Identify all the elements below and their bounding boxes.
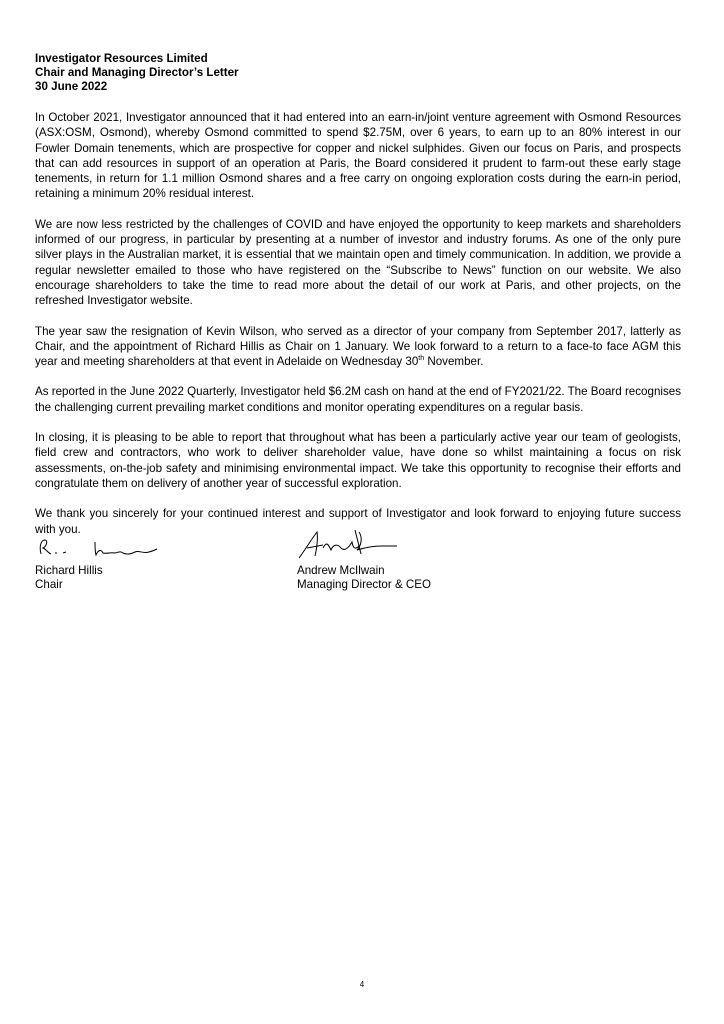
- page-number: 4: [359, 980, 365, 989]
- paragraph-board-changes: [35, 324, 681, 370]
- paragraph-osmond-agreement: In October 2021, Investigator announced that it had entered into an earn-in/joint venture agreement with Osmond Resources (ASX:OSM, Osmond), whereby Osmond committed to spend $2.75M, over 6 years, to earn up to an 80% interest in our Fowler Domain tenements, which are prospective for copper and nickel sulphides. Given our focus on Paris, and prospects that can add resources in support of an operation at Paris, the Board considered it prudent to farm-out these early stage tenements, in return for 1.1 million Osmond shares and a free carry on ongoing exploration costs during the earn-in period, retaining a minimum 20% residual interest.: [35, 111, 681, 201]
- board-changes-text: The year saw the resignation of Kevin Wilson, who served as a director of your company from September 2017, latterly as Chair, and the appointment of Richard Hillis as Chair on 1 January. We look forward to a return to a face-to face AGM this year and meeting shareholders at that event in Adelaide on Wednesday 30: [35, 324, 681, 369]
- paragraph-thanks: We thank you sincerely for your continued interest and support of Investigator and look forward to enjoying future success with you.: [35, 507, 681, 536]
- signatory-role-left: Chair: [35, 578, 63, 591]
- paragraph-shareholder-communication: We are now less restricted by the challenges of COVID and have enjoyed the opportunity to keep markets and shareholders informed of our progress, in particular by presenting at a number of investor and industry forums. As one of the only pure silver plays in the Australian market, it is essential that we maintain open and timely communication. In addition, we provide a regular newsletter emailed to those who have registered on the “Subscribe to News” function on our website. We also encourage shareholders to take the time to read more about the detail of our work at Paris, and other projects, on the refreshed Investigator website.: [35, 217, 681, 308]
- paragraph-cash-position: As reported in the June 2022 Quarterly, Investigator held $6.2M cash on hand at the end of FY2021/22. The Board recognises the challenging current prevailing market conditions and monitor operating expenditures on a regular basis.: [35, 385, 682, 414]
- letter-title: Chair and Managing Director’s Letter: [35, 66, 239, 79]
- board-changes-text-end: November.: [424, 355, 484, 369]
- letter-body: [35, 52, 681, 537]
- signatory-name-left: Richard Hillis: [35, 564, 103, 577]
- signatory-role-right: Managing Director & CEO: [297, 578, 432, 591]
- signature-richard-hillis: [35, 528, 175, 562]
- signature-block-chair: [35, 528, 295, 592]
- signature-block-md: [297, 528, 557, 592]
- signature-section: [35, 528, 681, 598]
- paragraph-closing: In closing, it is pleasing to be able to report that throughout what has been a particularly active year our team of geologists, field crew and contractors, who work to deliver shareholder value, have done so whilst maintaining a focus on risk assessments, on-the-job safety and minimising environmental impact. We take this opportunity to recognise their efforts and congratulate them on delivery of another year of successful exploration.: [35, 431, 681, 490]
- signatory-name-right: Andrew McIlwain: [297, 564, 385, 577]
- ordinal-suffix: th: [418, 355, 425, 363]
- letter-date: 30 June 2022: [35, 80, 108, 93]
- signature-andrew-mcilwain: [297, 528, 437, 562]
- company-name: Investigator Resources Limited: [35, 52, 208, 65]
